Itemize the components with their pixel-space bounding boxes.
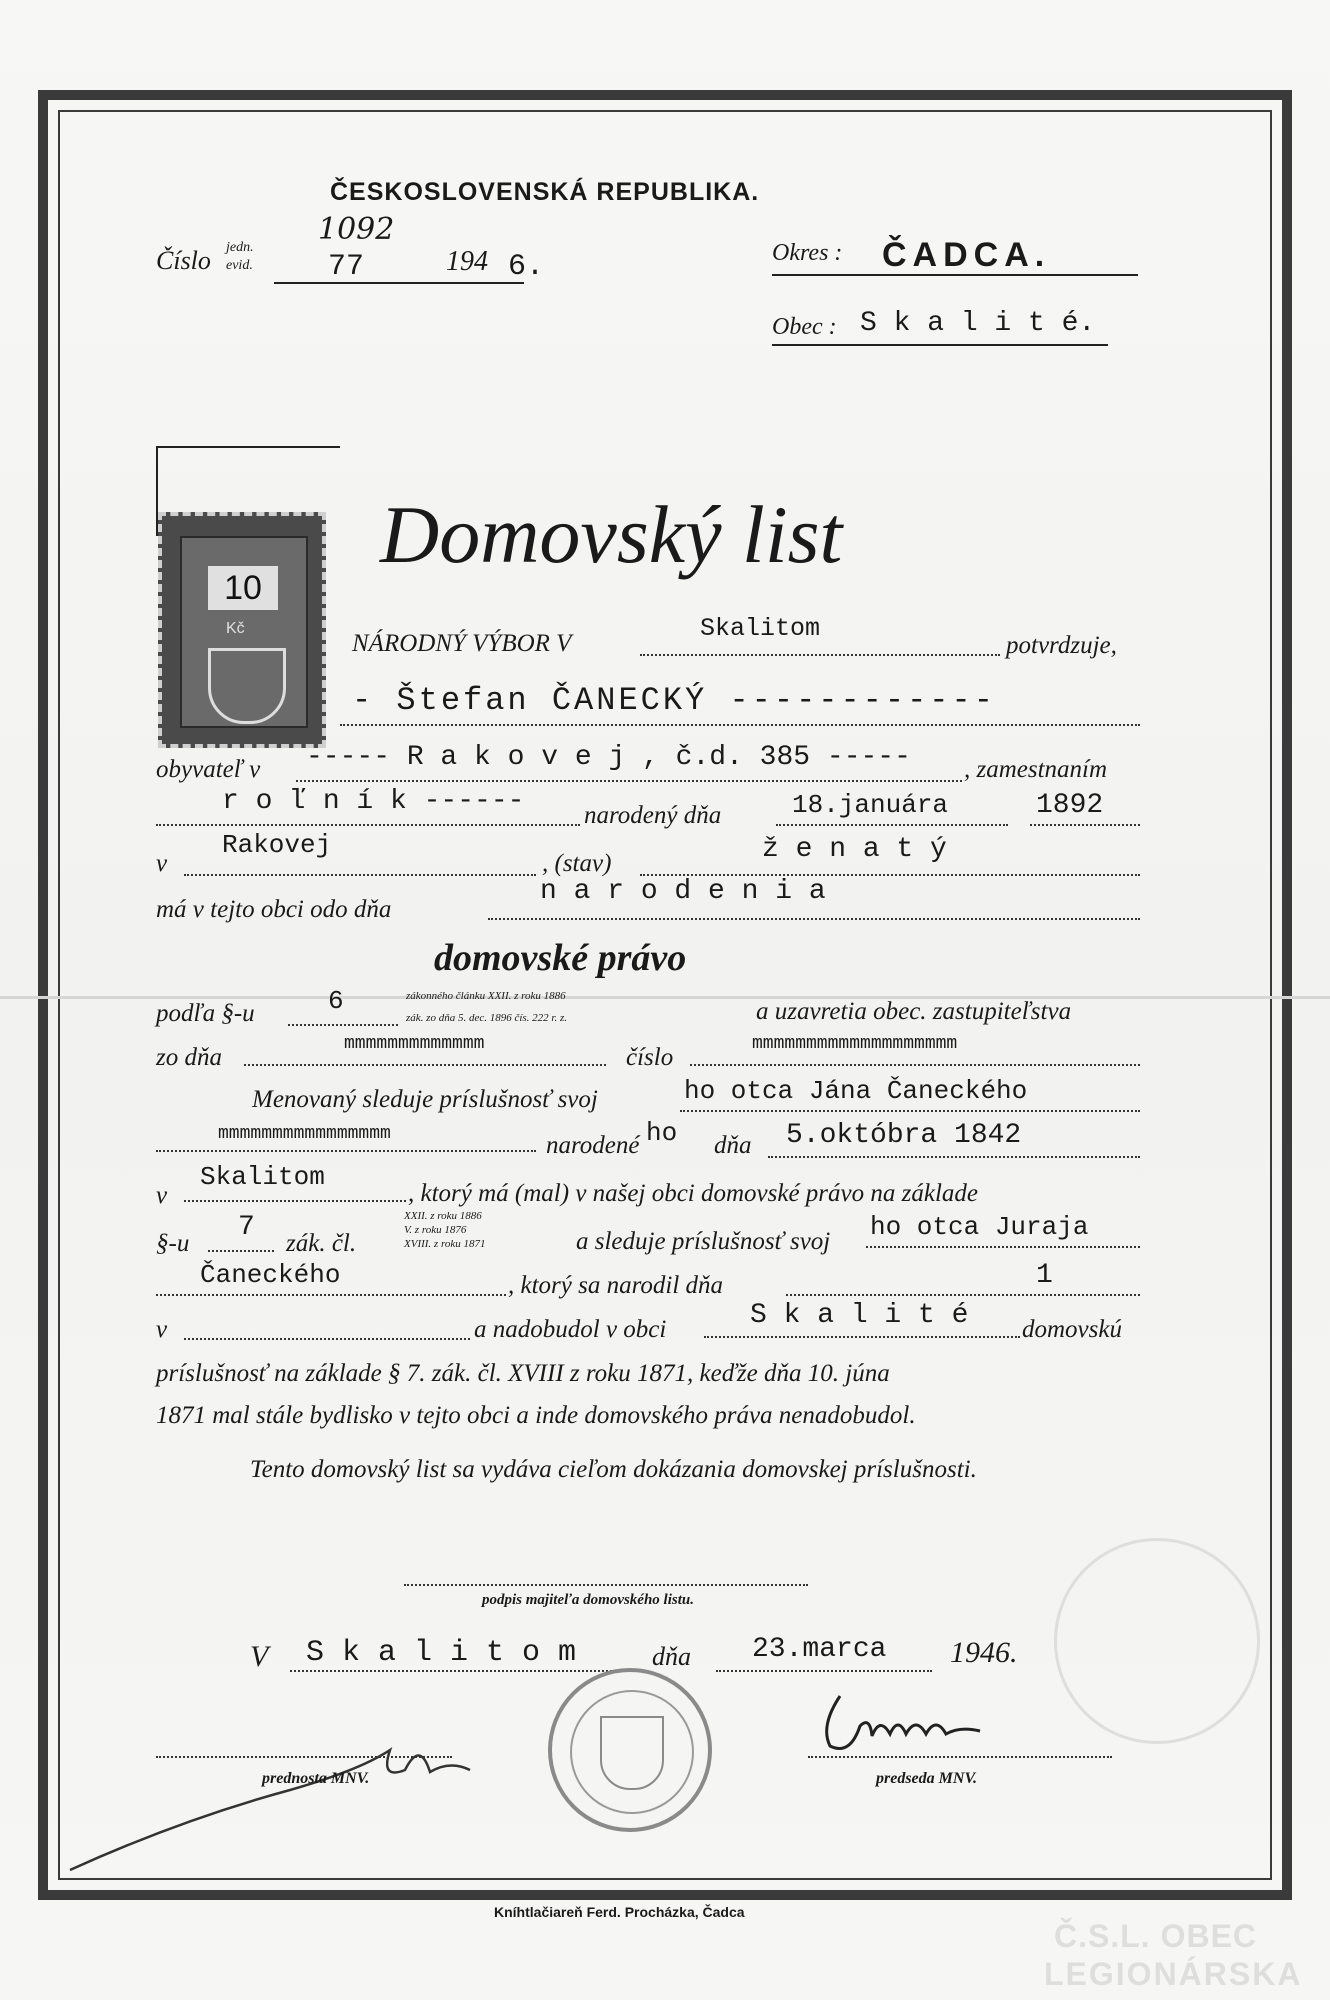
- zakonneho-line-1: zákonného článku XXII. z roku 1886: [406, 990, 566, 1002]
- purpose-text: Tento domovský list sa vydáva cieľom dokázania domovskej príslušnosti.: [250, 1456, 977, 1483]
- date-value: 23.marca: [752, 1634, 887, 1665]
- grandfather-dotted-line: [156, 1294, 506, 1296]
- podla-dotted-line: [288, 1024, 398, 1026]
- paragraph-line-2: 1871 mal stále bydlisko v tejto obci a inde domovského práva nenadobudol.: [156, 1402, 916, 1429]
- a-sleduje-label: a sleduje príslušnosť svoj: [576, 1228, 831, 1255]
- ktory-sa-dotted-line: [786, 1294, 1140, 1296]
- name-dotted-line: [340, 724, 1140, 726]
- cislo-underline: [274, 282, 524, 284]
- father-birth-value: 5.októbra 1842: [786, 1120, 1022, 1151]
- evid-label: evid.: [226, 258, 253, 273]
- watermark-line-2: LEGIONÁRSKA: [1044, 1956, 1303, 1992]
- holder-name: - Štefan ČANECKÝ ------------: [352, 682, 996, 719]
- s-u-value: 7: [238, 1212, 255, 1243]
- owner-signature-line: [404, 1584, 808, 1586]
- right-signature-icon: [810, 1676, 1030, 1766]
- ma-value: n a r o d e n i a: [540, 876, 826, 907]
- father-place-value: Skalitom: [200, 1162, 325, 1192]
- birth-date-value: 18.januára: [792, 790, 949, 820]
- menovany-dotted-line: [680, 1110, 1140, 1112]
- ma-label: má v tejto obci odo dňa: [156, 896, 392, 923]
- narodny-vybor-value: Skalitom: [700, 614, 821, 643]
- domovsku-label: domovskú: [1022, 1316, 1122, 1343]
- watermark-line-1: Č.S.L. OBEC: [1054, 1918, 1258, 1954]
- occupation-dotted-line: [156, 824, 580, 826]
- obyvatel-value: ----- R a k o v e j , č.d. 385 -----: [306, 742, 911, 773]
- narodny-vybor-label: NÁRODNÝ VÝBOR V: [352, 630, 572, 657]
- a-sleduje-dotted-line: [866, 1246, 1140, 1248]
- s-u-label: §-u: [156, 1230, 190, 1257]
- cislo2-label: číslo: [626, 1044, 674, 1071]
- left-signature-line: [156, 1756, 452, 1758]
- nadobudol-value: S k a l i t é: [750, 1300, 969, 1331]
- zak-cl-label: zák. čl.: [286, 1230, 357, 1257]
- zo-dna-dotted-line: [244, 1064, 606, 1066]
- uzavretia-label: a uzavretia obec. zastupiteľstva: [756, 998, 1072, 1025]
- menovany-label: Menovaný sleduje príslušnosť svoj: [252, 1086, 598, 1113]
- cislo-typed: 77: [328, 250, 365, 284]
- obec-label: Obec :: [772, 314, 837, 340]
- laws-line-2: V. z roku 1876: [404, 1224, 467, 1236]
- line7-value: mmmmmmmmmmmmmmmm: [218, 1124, 391, 1144]
- v-label: v: [156, 850, 168, 877]
- a-sleduje-value: ho otca Juraja: [870, 1212, 1089, 1242]
- nadobudol-label: a nadobudol v obci: [474, 1316, 667, 1343]
- grandfather-value: Čaneckého: [200, 1260, 341, 1290]
- v3-label: v: [156, 1316, 168, 1343]
- stamp-value: 10: [208, 566, 278, 610]
- v2-label: v: [156, 1182, 168, 1209]
- year-suffix: 6.: [508, 250, 545, 284]
- cislo2-dotted-line: [690, 1064, 1140, 1066]
- revenue-stamp: [158, 512, 326, 748]
- jedn-label: jedn.: [226, 240, 254, 255]
- ktory-sa-label: , ktorý sa narodil dňa: [508, 1272, 724, 1299]
- father-place-dotted-line: [184, 1200, 406, 1202]
- birth-year-value: 1892: [1036, 790, 1104, 821]
- lion-emblem-icon: [600, 1716, 664, 1790]
- stamp-inner: [180, 536, 308, 728]
- narodene-ho: ho: [646, 1118, 678, 1148]
- coat-of-arms-icon: [208, 648, 286, 724]
- v3-dotted-line: [184, 1338, 470, 1340]
- birth-date-dotted-line: [776, 824, 1008, 826]
- nadobudol-dotted-line: [704, 1336, 1020, 1338]
- father-birth-dotted-line: [768, 1156, 1140, 1158]
- date-label: dňa: [652, 1642, 691, 1671]
- s-u-dotted-line: [208, 1250, 274, 1252]
- laws-line-3: XVIII. z roku 1871: [404, 1238, 486, 1250]
- place-dotted-line: [290, 1670, 640, 1672]
- stav-label: , (stav): [542, 850, 612, 877]
- title-corner-line: [156, 446, 340, 448]
- left-signature-icon: [60, 1700, 510, 1880]
- year-value: 1946.: [950, 1636, 1018, 1669]
- okres-underline: [772, 274, 1138, 276]
- dna-label: dňa: [714, 1132, 752, 1159]
- printer-imprint: Kníhtlačiareň Ferd. Procházka, Čadca: [494, 1904, 745, 1920]
- obyvatel-dotted-line: [296, 780, 962, 782]
- year-prefix: 194: [446, 246, 488, 277]
- menovany-value: ho otca Jána Čaneckého: [684, 1076, 1028, 1106]
- republic-heading: ČESKOSLOVENSKÁ REPUBLIKA.: [330, 178, 760, 206]
- okres-value: ČADCA.: [882, 236, 1051, 274]
- watermark-emblem-icon: [1054, 1538, 1260, 1744]
- legion-watermark: [1034, 1518, 1303, 1992]
- document-title: Domovský list: [380, 489, 843, 580]
- zo-dna-value: mmmmmmmmmmmmm: [344, 1034, 485, 1054]
- obec-value: S k a l i t é.: [860, 308, 1096, 339]
- cislo2-value: mmmmmmmmmmmmmmmmmmm: [752, 1034, 958, 1054]
- place-value: S k a l i t o m: [306, 1636, 577, 1670]
- date-dotted-line: [716, 1670, 932, 1672]
- podla-number: 6: [328, 986, 344, 1016]
- podla-label: podľa §-u: [156, 1000, 255, 1027]
- narodene-label: narodené: [546, 1132, 640, 1159]
- zakonneho-line-2: zák. zo dňa 5. dec. 1896 čís. 222 r. z.: [406, 1012, 568, 1024]
- fold-crease: [0, 996, 1330, 999]
- left-signature-label: prednosta MNV.: [262, 1770, 370, 1787]
- paragraph-line-1: príslušnosť na základe § 7. zák. čl. XVIII z roku 1871, keďže dňa 10. júna: [156, 1360, 890, 1387]
- okres-label: Okres :: [772, 240, 843, 266]
- laws-line-1: XXII. z roku 1886: [404, 1210, 482, 1222]
- narodeny-label: narodený dňa: [584, 802, 722, 829]
- ma-dotted-line: [488, 918, 1140, 920]
- birth-place-value: Rakovej: [222, 830, 332, 860]
- birth-year-dotted-line: [1030, 824, 1140, 826]
- right-signature-label: predseda MNV.: [876, 1770, 978, 1787]
- potvrdzuje-label: potvrdzuje,: [1006, 632, 1117, 659]
- nv-dotted-line: [640, 654, 1000, 656]
- obec-underline: [772, 344, 1108, 346]
- birth-place-dotted-line: [184, 874, 536, 876]
- place-prefix: V: [250, 1640, 269, 1673]
- cislo-handwritten: 1092: [318, 212, 395, 247]
- stav-value: ž e n a t ý: [762, 834, 947, 865]
- occupation-value: r o ľ n í k ------: [222, 786, 525, 817]
- owner-signature-label: podpis majiteľa domovského listu.: [482, 1592, 694, 1608]
- zamestnanim-label: , zamestnaním: [964, 756, 1108, 783]
- line7-dotted-line: [156, 1150, 536, 1152]
- official-seal: [548, 1668, 712, 1832]
- domovske-pravo-heading: domovské právo: [434, 937, 687, 979]
- ktory-ma-text: , ktorý má (mal) v našej obci domovské právo na základe: [408, 1180, 978, 1207]
- cislo-label: Číslo: [156, 246, 211, 275]
- stamp-unit: Kč: [226, 620, 245, 637]
- zo-dna-label: zo dňa: [156, 1044, 222, 1071]
- obyvatel-label: obyvateľ v: [156, 756, 261, 783]
- ktory-sa-value: 1: [1036, 1260, 1053, 1291]
